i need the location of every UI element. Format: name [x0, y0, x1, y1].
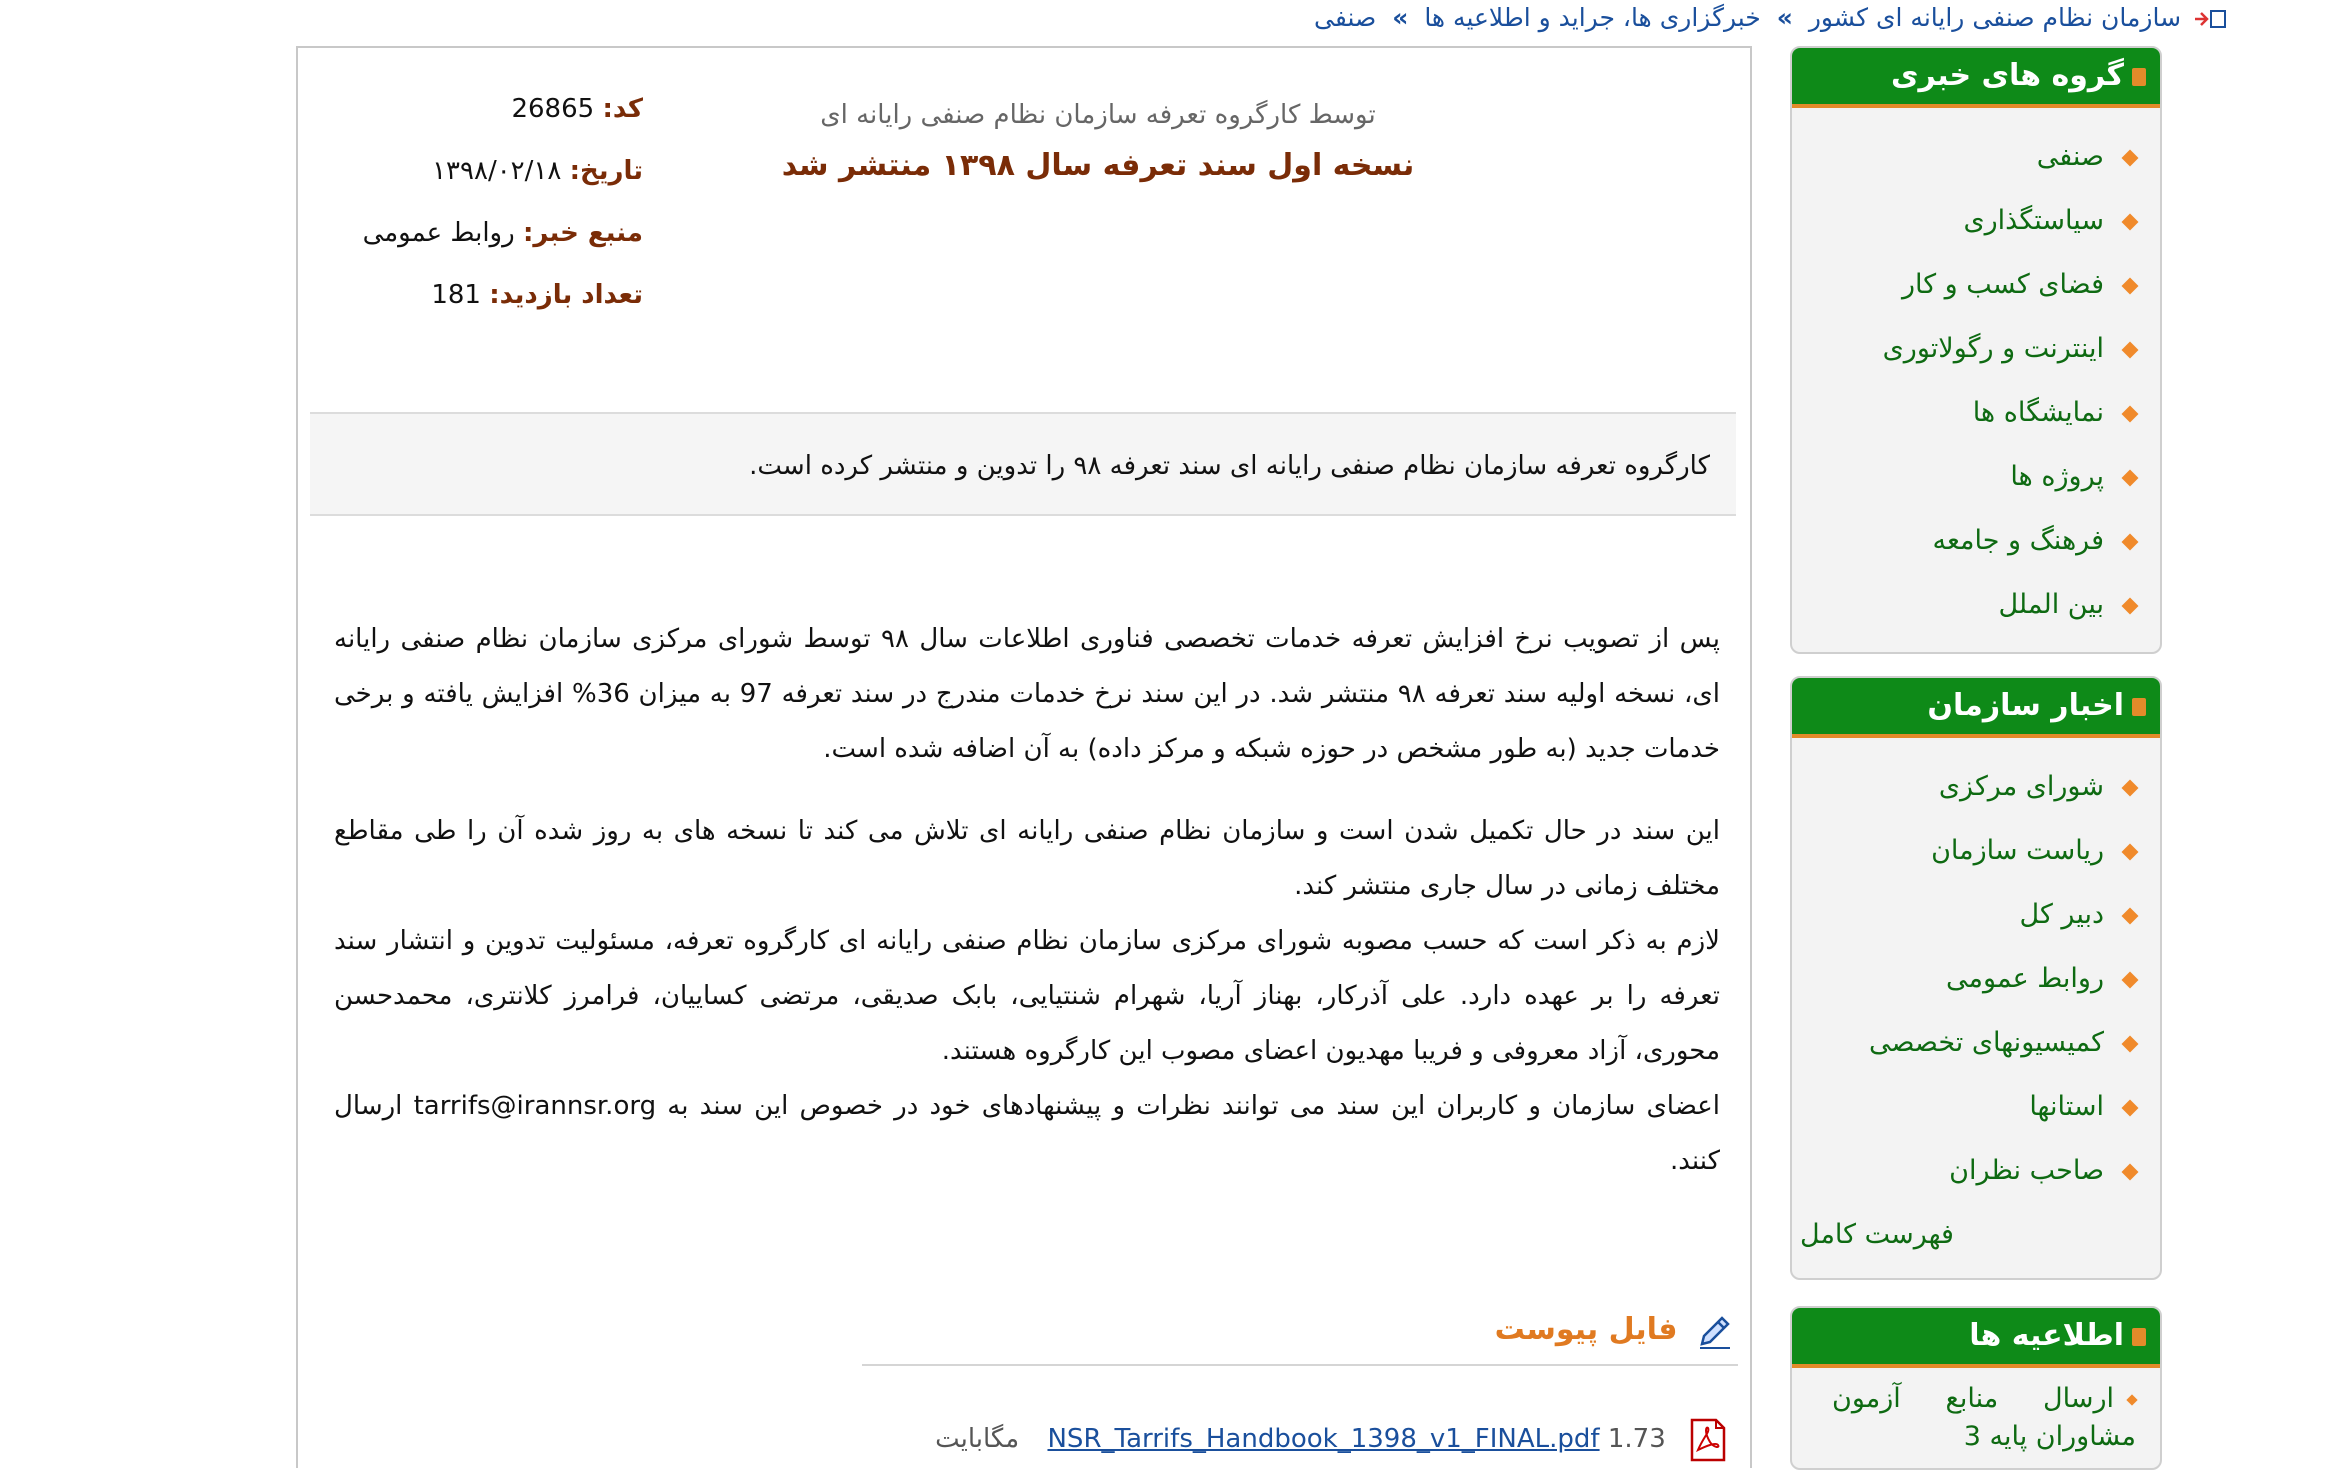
- meta-code-value: 26865: [511, 94, 595, 124]
- news-group-label: فرهنگ و جامعه: [1932, 525, 2104, 556]
- breadcrumb-separator: »: [1392, 3, 1409, 32]
- list-icon: [2132, 698, 2146, 716]
- list-icon: [2132, 1328, 2146, 1346]
- breadcrumb-item-category[interactable]: صنفی: [1313, 3, 1377, 32]
- org-news-label: شورای مرکزی: [1938, 771, 2104, 802]
- diamond-bullet-icon: [2126, 1394, 2137, 1405]
- meta-source-label: منبع خبر:: [522, 218, 643, 248]
- meta-date-value: ۱۳۹۸/۰۲/۱۸: [432, 156, 562, 186]
- diamond-bullet-icon: [2122, 843, 2139, 860]
- news-group-label: فضای کسب و کار: [1901, 269, 2104, 300]
- announcements-header: [1792, 1308, 2160, 1368]
- org-news-label: ریاست سازمان: [1931, 835, 2104, 866]
- news-groups-header: [1792, 48, 2160, 108]
- article-paragraph: پس از تصویب نرخ افزایش تعرفه خدمات تخصصی فناوری اطلاعات سال ۹۸ توسط شورای مرکزی سازمان نظام صنفی رایانه ای، نسخه اولیه سند تعرفه ۹۸ منتشر شد. در این سند نرخ خدمات مندرج در سند تعرفه 97 به میزان 36% افزایش یافته و برخی خدمات جدید (به طور مشخص در حوزه شبکه و مرکز داده) به آن اضافه شده است.: [334, 624, 1721, 764]
- news-group-label: اینترنت و رگولاتوری: [1882, 333, 2104, 364]
- meta-code: [298, 78, 643, 140]
- org-news-item[interactable]: [1792, 819, 2160, 883]
- diamond-bullet-icon: [2122, 597, 2139, 614]
- attachment-row: [935, 1414, 1728, 1464]
- news-group-label: بین الملل: [1998, 589, 2104, 620]
- meta-date: [298, 140, 643, 202]
- diamond-bullet-icon: [2122, 469, 2139, 486]
- org-news-item[interactable]: [1792, 947, 2160, 1011]
- org-news-item[interactable]: [1792, 755, 2160, 819]
- org-news-label: روابط عمومی: [1946, 963, 2104, 994]
- diamond-bullet-icon: [2122, 779, 2139, 796]
- org-news-label: استانها: [2029, 1091, 2104, 1122]
- breadcrumb: [1314, 0, 2227, 36]
- article-paragraph: اعضای سازمان و کاربران این سند می توانند نظرات و پیشنهادهای خود در خصوص این سند به tarrifs@irannsr.org ارسال کنند.: [334, 1091, 1720, 1176]
- diamond-bullet-icon: [2122, 1035, 2139, 1052]
- attachment-heading: [1495, 1308, 1736, 1352]
- news-group-item[interactable]: [1792, 381, 2160, 445]
- breadcrumb-separator: »: [1776, 3, 1793, 32]
- meta-code-label: کد:: [602, 94, 643, 124]
- article-box: [296, 46, 1752, 1468]
- attachment-divider: [862, 1364, 1738, 1366]
- news-group-item[interactable]: [1792, 317, 2160, 381]
- diamond-bullet-icon: [2122, 149, 2139, 166]
- article-meta: [298, 78, 643, 326]
- org-news-label: دبیر کل: [2019, 899, 2104, 930]
- pencil-icon: [1694, 1310, 1736, 1352]
- breadcrumb-arrow-icon: [2193, 8, 2227, 30]
- meta-views-value: 181: [431, 280, 481, 310]
- meta-source: [298, 202, 643, 264]
- meta-views: [298, 264, 643, 326]
- news-group-item[interactable]: [1792, 189, 2160, 253]
- diamond-bullet-icon: [2122, 405, 2139, 422]
- org-news-label: صاحب نظران: [1949, 1155, 2104, 1186]
- meta-date-label: تاریخ:: [569, 156, 643, 186]
- pdf-file-icon[interactable]: [1688, 1418, 1728, 1462]
- announcements-title: اطلاعیه ها: [1969, 1318, 2124, 1353]
- diamond-bullet-icon: [2122, 213, 2139, 230]
- meta-views-label: تعداد بازدید:: [489, 280, 643, 310]
- diamond-bullet-icon: [2122, 1163, 2139, 1180]
- full-list-link[interactable]: فهرست کامل: [1800, 1219, 1954, 1250]
- news-group-item[interactable]: [1792, 253, 2160, 317]
- org-news-item[interactable]: [1792, 1139, 2160, 1203]
- news-group-item[interactable]: [1792, 509, 2160, 573]
- diamond-bullet-icon: [2122, 1099, 2139, 1116]
- org-news-panel: [1790, 676, 2162, 1280]
- announcements-panel: [1790, 1306, 2162, 1470]
- news-groups-panel: [1790, 46, 2162, 654]
- diamond-bullet-icon: [2122, 971, 2139, 988]
- attachment-file-link[interactable]: NSR_Tarrifs_Handbook_1398_v1_FINAL.pdf: [1047, 1424, 1600, 1454]
- org-news-label: کمیسیونهای تخصصی: [1869, 1027, 2104, 1058]
- news-group-label: صنفی: [2036, 141, 2104, 172]
- list-icon: [2132, 68, 2146, 86]
- attachment-heading-label: فایل پیوست: [1494, 1312, 1678, 1347]
- article-headline: نسخه اول سند تعرفه سال ۱۳۹۸ منتشر شد: [781, 148, 1415, 183]
- org-news-item[interactable]: [1792, 1075, 2160, 1139]
- news-group-item[interactable]: [1792, 125, 2160, 189]
- org-news-item[interactable]: [1792, 883, 2160, 947]
- news-group-label: نمایشگاه ها: [1972, 397, 2104, 428]
- announcement-item[interactable]: [1792, 1380, 2160, 1456]
- article-paragraph: لازم به ذکر است که حسب مصوبه شورای مرکزی سازمان نظام صنفی رایانه ای کارگروه تعرفه، مسئولیت تدوین و انتشار سند تعرفه را بر عهده دارد. علی آذرکار، بهناز آریا، شهرام شنتیایی، بابک صدیقی، مرتضی کساییان، فرامرز کلانتری، محمدحسن محوری، آزاد معروفی و فریبا مهدیون اعضای مصوب این کارگروه هستند.: [334, 926, 1720, 1066]
- diamond-bullet-icon: [2122, 907, 2139, 924]
- breadcrumb-item-home[interactable]: سازمان نظام صنفی رایانه ای کشور: [1808, 3, 2182, 32]
- article-kicker: توسط کارگروه تعرفه سازمان نظام صنفی رایانه ای: [820, 100, 1376, 130]
- article-body: [334, 612, 1720, 1189]
- org-news-header: [1792, 678, 2160, 738]
- article-paragraph: این سند در حال تکمیل شدن است و سازمان نظام صنفی رایانه ای تلاش می کند تا نسخه های به روز شده آن را طی مقاطع مختلف زمانی در سال جاری منتشر کند.: [334, 816, 1720, 901]
- attachment-file-size: 1.73: [1607, 1424, 1666, 1454]
- news-groups-title: گروه های خبری: [1891, 58, 2124, 93]
- news-group-label: پروژه ها: [2010, 461, 2104, 492]
- org-news-title: اخبار سازمان: [1927, 688, 2124, 723]
- news-group-label: سیاستگذاری: [1963, 205, 2104, 236]
- diamond-bullet-icon: [2122, 341, 2139, 358]
- diamond-bullet-icon: [2122, 277, 2139, 294]
- diamond-bullet-icon: [2122, 533, 2139, 550]
- meta-source-value: روابط عمومی: [362, 218, 515, 248]
- attachment-file-unit: مگابایت: [935, 1424, 1020, 1454]
- article-lead: کارگروه تعرفه سازمان نظام صنفی رایانه ای سند تعرفه ۹۸ را تدوین و منتشر کرده است.: [310, 412, 1736, 516]
- news-group-item[interactable]: [1792, 573, 2160, 637]
- breadcrumb-item-news[interactable]: خبرگزاری ها، جراید و اطلاعیه ها: [1424, 3, 1761, 32]
- announcement-label: ارسال منابع آزمون مشاوران پایه 3: [1832, 1383, 2136, 1452]
- org-news-item[interactable]: [1792, 1011, 2160, 1075]
- news-group-item[interactable]: [1792, 445, 2160, 509]
